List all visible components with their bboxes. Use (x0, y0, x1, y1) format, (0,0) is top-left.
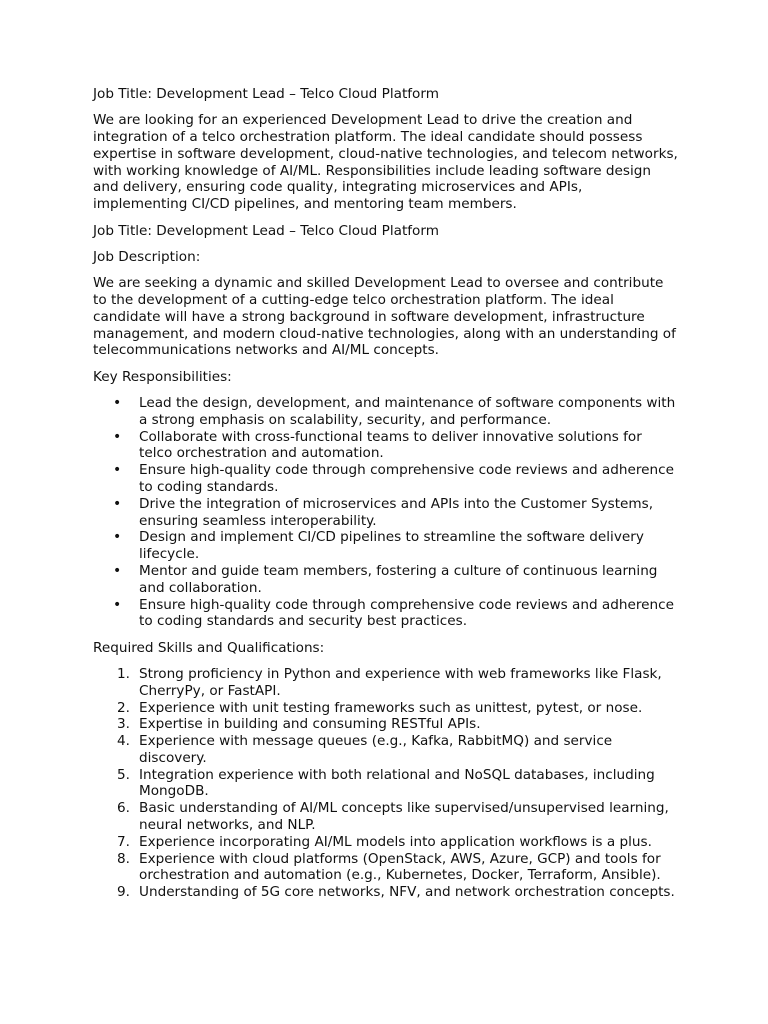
list-number: 1. (117, 665, 130, 682)
list-item (93, 800, 678, 834)
bullet-icon: • (113, 529, 122, 546)
list-item-text: Ensure high-quality code through comprehensive code reviews and adherence to coding standards. (139, 462, 674, 495)
list-number: 5. (117, 766, 130, 783)
list-item-text: Design and implement CI/CD pipelines to streamline the software delivery lifecycle. (139, 529, 644, 563)
list-item-text: Experience with message queues (e.g., Kafka, RabbitMQ) and service discovery. (139, 733, 613, 766)
list-item (93, 395, 678, 429)
list-item (93, 700, 678, 717)
list-item (93, 496, 678, 530)
list-number: 8. (117, 850, 130, 867)
bullet-icon: • (113, 394, 122, 411)
skills-list (93, 666, 678, 901)
job-summary-paragraph: We are looking for an experienced Development Lead to drive the creation and integration of a telco orchestration platform. The ideal candidate should possess expertise in software development, cloud-native technologies, and telecom networks, with working knowledge of AI/ML. Responsibilities include leading software design and delivery, ensuring code quality, integrating microservices and APIs, implementing CI/CD pipelines, and mentoring team members. (93, 112, 678, 213)
list-number: 4. (117, 733, 130, 750)
list-item-text: Collaborate with cross-functional teams to deliver innovative solutions for telco orchestration and automation. (139, 428, 642, 462)
list-item (93, 529, 678, 563)
job-description-paragraph: We are seeking a dynamic and skilled Development Lead to oversee and contribute to the development of a cutting-edge telco orchestration platform. The ideal candidate will have a strong background in software development, infrastructure management, and modern cloud-native technologies, along with an understanding of telecommunications networks and AI/ML concepts. (93, 275, 676, 359)
list-item (93, 597, 678, 631)
list-item-text: Mentor and guide team members, fostering a culture of continuous learning and collaboration. (139, 562, 658, 596)
job-title-heading: Job Title: Development Lead – Telco Cloud Platform (93, 86, 439, 102)
list-item-text: Integration experience with both relational and NoSQL databases, including MongoDB. (139, 766, 655, 800)
list-item (93, 834, 678, 851)
list-item-text: Ensure high-quality code through comprehensive code reviews and adherence to coding standards and security best practices. (139, 596, 674, 630)
responsibilities-heading: Key Responsibilities: (93, 368, 232, 385)
list-item-text: Experience with cloud platforms (OpenStack, AWS, Azure, GCP) and tools for orchestration and automation (e.g., Kubernetes, Docker, Terraform, Ansible). (139, 850, 661, 884)
list-item (93, 851, 678, 885)
bullet-icon: • (113, 428, 122, 445)
list-number: 7. (117, 833, 130, 850)
list-number: 2. (117, 699, 130, 716)
list-item-text: Experience incorporating AI/ML models into application workflows is a plus. (139, 833, 652, 850)
list-item-text: Lead the design, development, and maintenance of software components with a strong emphasis on scalability, security, and performance. (139, 394, 676, 428)
responsibilities-list (93, 395, 678, 630)
list-item-text: Experience with unit testing frameworks such as unittest, pytest, or nose. (139, 699, 643, 716)
list-number: 6. (117, 800, 130, 817)
list-item-text: Understanding of 5G core networks, NFV, and network orchestration concepts. (139, 884, 675, 901)
list-item (93, 733, 678, 767)
list-item-text: Drive the integration of microservices and APIs into the Customer Systems, ensuring seamless interoperability. (139, 495, 654, 529)
list-item (93, 716, 678, 733)
bullet-icon: • (113, 596, 122, 613)
list-number: 3. (117, 716, 130, 733)
list-item (93, 462, 678, 496)
list-item (93, 429, 678, 463)
list-item (93, 563, 678, 597)
list-item (93, 666, 678, 700)
list-item-text: Strong proficiency in Python and experience with web frameworks like Flask, CherryPy, or FastAPI. (139, 665, 662, 699)
job-title-heading-repeat: Job Title: Development Lead – Telco Cloud Platform (93, 222, 439, 239)
bullet-icon: • (113, 462, 122, 479)
bullet-icon: • (113, 562, 122, 579)
list-item (93, 884, 678, 901)
job-description-heading: Job Description: (93, 248, 201, 265)
list-item-text: Expertise in building and consuming RESTful APIs. (139, 716, 481, 733)
list-item (93, 767, 678, 801)
list-item-text: Basic understanding of AI/ML concepts like supervised/unsupervised learning, neural networks, and NLP. (139, 800, 669, 834)
list-number: 9. (117, 884, 130, 901)
bullet-icon: • (113, 495, 122, 512)
skills-heading: Required Skills and Qualifications: (93, 639, 325, 656)
